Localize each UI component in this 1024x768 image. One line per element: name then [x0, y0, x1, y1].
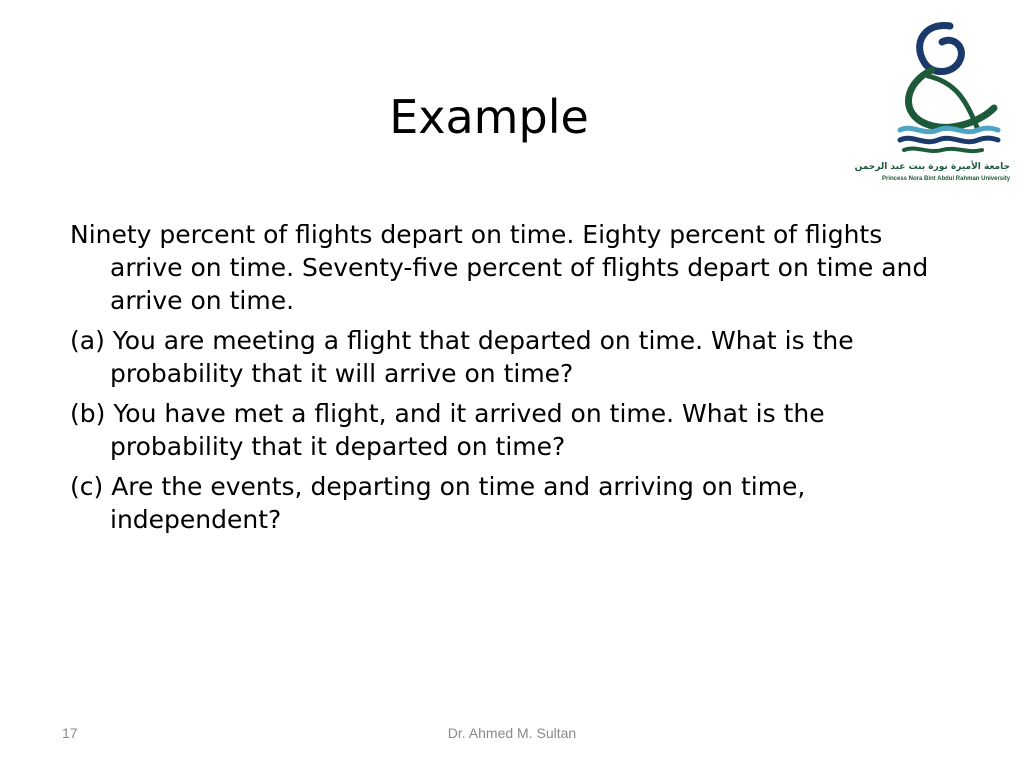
- university-logo: [854, 12, 1011, 188]
- page-number: 17: [62, 725, 78, 741]
- footer-author: Dr. Ahmed M. Sultan: [447, 725, 577, 741]
- logo-english-name: Princess Nora Bint Abdul Rahman University: [882, 176, 1011, 182]
- question-c: (c) Are the events, departing on time and arriving on time, independent?: [70, 472, 806, 534]
- logo-emblem-icon: [882, 12, 1010, 162]
- slide-title: Example: [389, 90, 589, 144]
- question-a: (a) You are meeting a flight that departed on time. What is the probability that it will arrive on time?: [70, 326, 854, 388]
- logo-arabic-name: جامعة الأميرة نورة بنت عبد الرحمن: [854, 162, 1010, 172]
- question-b: (b) You have met a flight, and it arrived on time. What is the probability that it departed on time?: [70, 399, 825, 461]
- slide-body: [70, 218, 950, 543]
- problem-statement: Ninety percent of flights depart on time. Eighty percent of flights arrive on time. Seventy-five percent of flights depart on time and arrive on time.: [70, 220, 929, 315]
